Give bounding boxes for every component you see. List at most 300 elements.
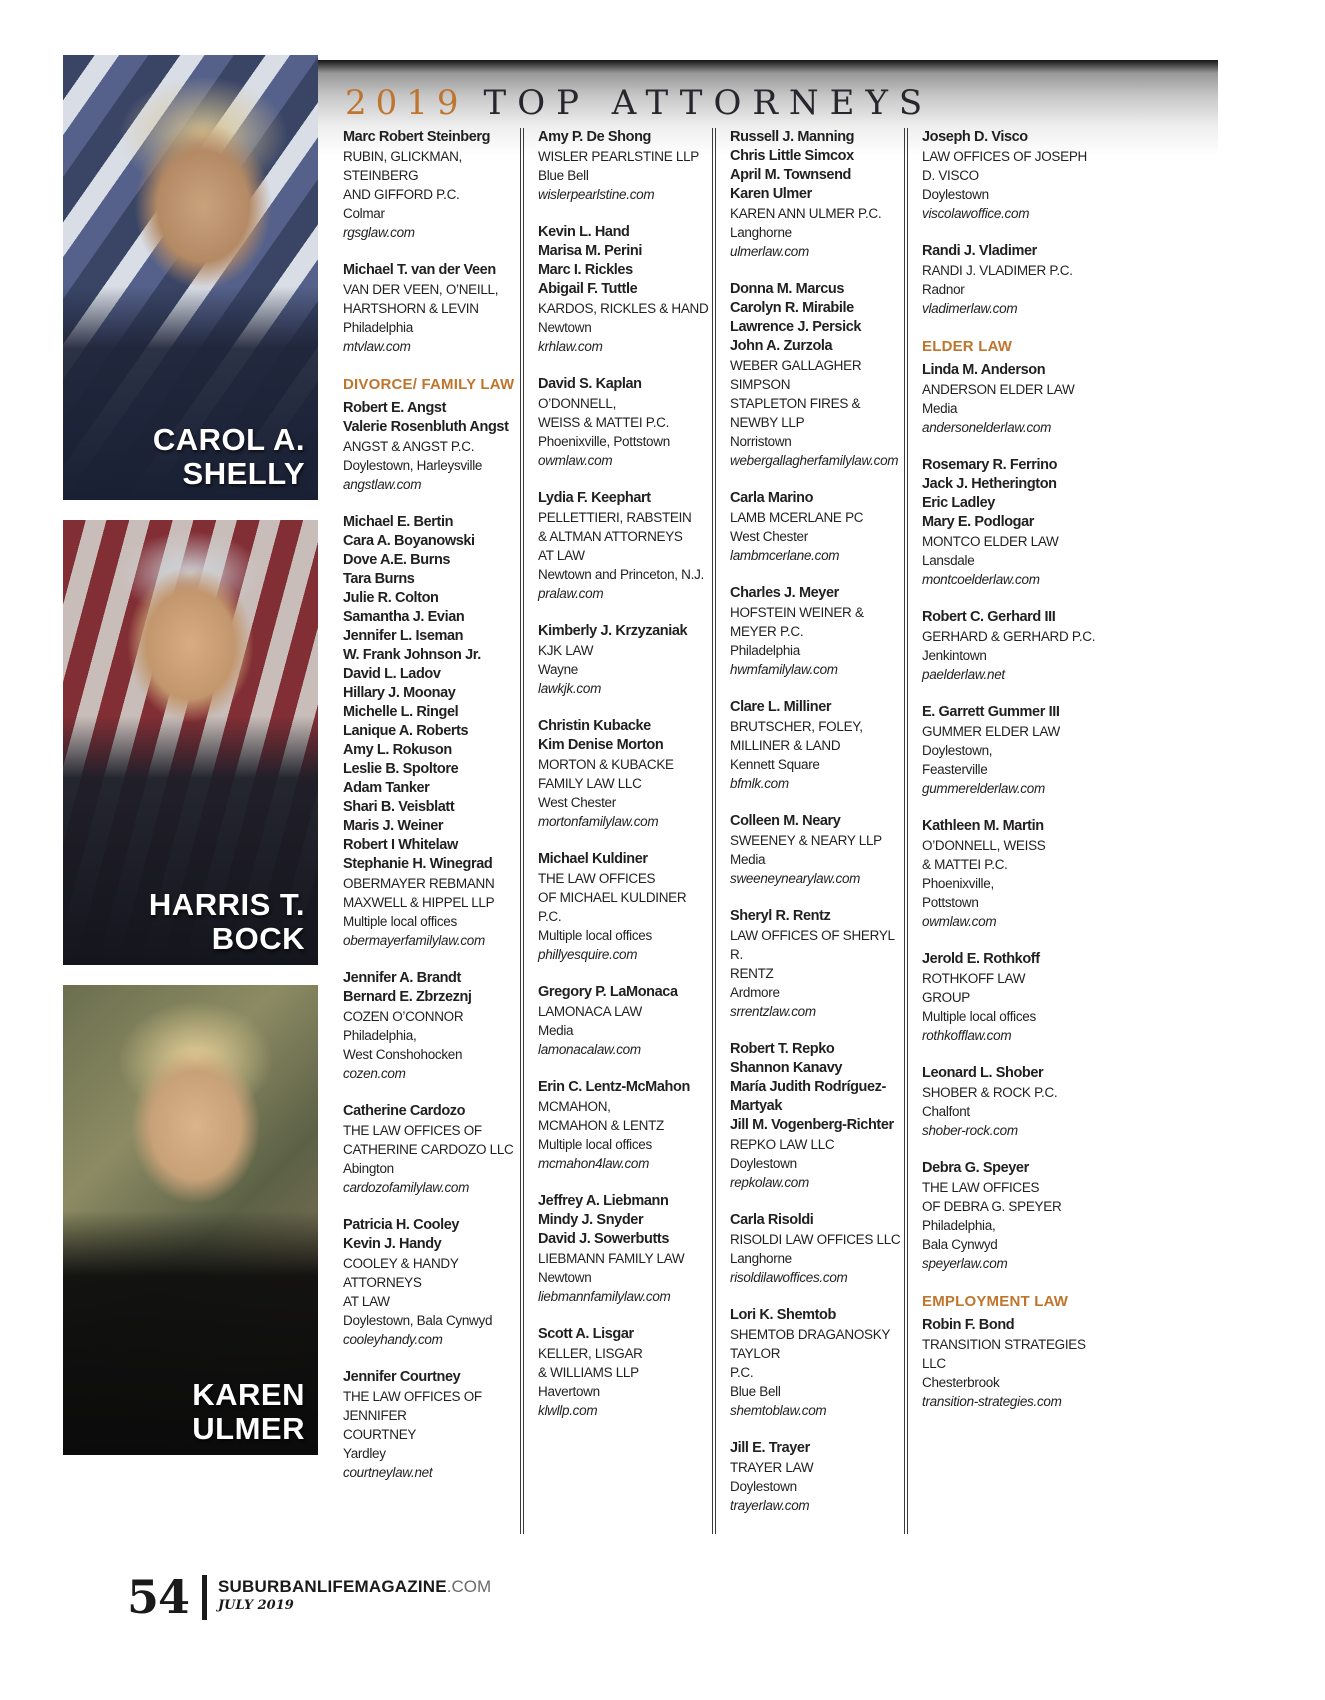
firm-name-line: COOLEY & HANDY ATTORNEYS xyxy=(343,1256,459,1290)
attorney-name: Chris Little Simcox xyxy=(730,148,854,164)
attorney-entry xyxy=(922,456,1103,589)
attorney-entry xyxy=(730,812,904,888)
attorney-entry xyxy=(538,1078,712,1173)
firm-name-line: CATHERINE CARDOZO LLC xyxy=(343,1142,514,1157)
attorney-entry xyxy=(538,489,712,603)
attorney-name: Shannon Kanavy xyxy=(730,1060,843,1076)
firm-name-line: GERHARD & GERHARD P.C. xyxy=(922,629,1096,644)
attorney-name: Robert E. Angst xyxy=(343,400,447,416)
attorney-entry xyxy=(538,1192,712,1306)
firm-name-line: TRAYER LAW xyxy=(730,1460,814,1475)
firm-name-line: RUBIN, GLICKMAN, STEINBERG xyxy=(343,149,462,183)
website: montcoelderlaw.com xyxy=(922,572,1040,587)
location: Doylestown, xyxy=(922,743,993,758)
attorney-entry xyxy=(538,983,712,1059)
firm-name-line: ANDERSON ELDER LAW xyxy=(922,382,1075,397)
portrait-harris-bock xyxy=(63,520,318,965)
website: rgsglaw.com xyxy=(343,225,415,240)
location: Ardmore xyxy=(730,985,780,1000)
portrait-name-line: KAREN xyxy=(192,1377,305,1412)
attorney-entry xyxy=(922,242,1103,318)
attorney-name: April M. Townsend xyxy=(730,167,852,183)
website: webergallagherfamilylaw.com xyxy=(730,453,899,468)
location: Yardley xyxy=(343,1446,386,1461)
attorney-name: Jennifer A. Brandt xyxy=(343,970,461,986)
website: transition-strategies.com xyxy=(922,1394,1062,1409)
firm-name-line: LIEBMANN FAMILY LAW xyxy=(538,1251,685,1266)
attorney-name: Tara Burns xyxy=(343,571,415,587)
website: trayerlaw.com xyxy=(730,1498,810,1513)
firm-name-line: OBERMAYER REBMANN xyxy=(343,876,495,891)
website: cozen.com xyxy=(343,1066,406,1081)
attorney-name: Leonard L. Shober xyxy=(922,1065,1044,1081)
attorney-entry xyxy=(343,399,520,494)
firm-name-line: MILLINER & LAND xyxy=(730,738,841,753)
firm-name-line: HARTSHORN & LEVIN xyxy=(343,301,479,316)
attorney-name: Michael T. van der Veen xyxy=(343,262,496,278)
location: Doylestown xyxy=(730,1156,797,1171)
attorney-entry xyxy=(922,1159,1103,1273)
firm-name-line: KJK LAW xyxy=(538,643,594,658)
location: Phoenixville, Pottstown xyxy=(538,434,670,449)
footer-divider xyxy=(202,1575,207,1620)
attorney-name: W. Frank Johnson Jr. xyxy=(343,647,481,663)
attorney-entry xyxy=(343,1102,520,1197)
firm-name-line: THE LAW OFFICES xyxy=(538,871,656,886)
attorney-entry xyxy=(730,128,904,261)
location: Phoenixville, xyxy=(922,876,994,891)
attorney-name: Michelle L. Ringel xyxy=(343,704,459,720)
website: ulmerlaw.com xyxy=(730,244,809,259)
firm-name-line: WEBER GALLAGHER SIMPSON xyxy=(730,358,862,392)
attorney-name: Robert I Whitelaw xyxy=(343,837,458,853)
attorney-name: Mary E. Podlogar xyxy=(922,514,1035,530)
firm-name-line: AT LAW xyxy=(343,1294,390,1309)
attorney-name: Jerold E. Rothkoff xyxy=(922,951,1040,967)
location: West Chester xyxy=(730,529,808,544)
location: Colmar xyxy=(343,206,385,221)
firm-name-line: P.C. xyxy=(538,909,562,924)
attorney-name: Robert T. Repko xyxy=(730,1041,835,1057)
website: cooleyhandy.com xyxy=(343,1332,443,1347)
attorney-name: Jennifer L. Iseman xyxy=(343,628,464,644)
location: Philadelphia, xyxy=(922,1218,996,1233)
attorney-name: Marisa M. Perini xyxy=(538,243,642,259)
website: owmlaw.com xyxy=(538,453,613,468)
website: hwmfamilylaw.com xyxy=(730,662,838,677)
firm-name-line: COURTNEY xyxy=(343,1427,417,1442)
website: cardozofamilylaw.com xyxy=(343,1180,470,1195)
attorney-name: Marc I. Rickles xyxy=(538,262,633,278)
attorney-entry xyxy=(343,1368,520,1482)
firm-name-line: KELLER, LISGAR xyxy=(538,1346,643,1361)
firm-name-line: RISOLDI LAW OFFICES LLC xyxy=(730,1232,901,1247)
firm-name-line: MCMAHON & LENTZ xyxy=(538,1118,665,1133)
attorney-name: Michael Kuldiner xyxy=(538,851,648,867)
attorney-name: Michael E. Bertin xyxy=(343,514,454,530)
firm-name-line: SHOBER & ROCK P.C. xyxy=(922,1085,1058,1100)
location: Wayne xyxy=(538,662,579,677)
attorney-name: E. Garrett Gummer III xyxy=(922,704,1060,720)
attorney-entry xyxy=(922,1316,1103,1411)
website: phillyesquire.com xyxy=(538,947,638,962)
attorney-name: Mindy J. Snyder xyxy=(538,1212,644,1228)
attorney-name: Charles J. Meyer xyxy=(730,585,839,601)
attorney-name: Amy L. Rokuson xyxy=(343,742,452,758)
portrait-name-line: HARRIS T. xyxy=(148,887,305,922)
attorney-entry xyxy=(343,513,520,950)
firm-name-line: LLC xyxy=(922,1356,946,1371)
attorney-name: María Judith Rodríguez-Martyak xyxy=(730,1079,886,1114)
attorney-name: Scott A. Lisgar xyxy=(538,1326,634,1342)
firm-name-line: RENTZ xyxy=(730,966,774,981)
attorney-entry xyxy=(922,703,1103,798)
firm-name-line: GUMMER ELDER LAW xyxy=(922,724,1060,739)
firm-name-line: MORTON & KUBACKE xyxy=(538,757,674,772)
attorney-name: Lydia F. Keephart xyxy=(538,490,651,506)
attorney-entry xyxy=(730,907,904,1021)
portrait-name-line: ULMER xyxy=(192,1411,305,1446)
website: lawkjk.com xyxy=(538,681,602,696)
attorney-entry xyxy=(538,717,712,831)
location: Philadelphia xyxy=(730,643,800,658)
attorney-entry xyxy=(538,850,712,964)
website: courtneylaw.net xyxy=(343,1465,433,1480)
location: Langhorne xyxy=(730,1251,792,1266)
firm-name-line: LAW OFFICES OF JOSEPH xyxy=(922,149,1087,164)
title-text: TOP ATTORNEYS xyxy=(483,83,934,123)
attorney-entry xyxy=(343,261,520,356)
attorney-entry xyxy=(538,375,712,470)
page-number: 54 xyxy=(127,1570,190,1624)
attorney-entry xyxy=(922,1064,1103,1140)
attorney-name: Amy P. De Shong xyxy=(538,129,651,145)
attorney-entry xyxy=(730,1439,904,1515)
attorney-name: Jack J. Hetherington xyxy=(922,476,1057,492)
attorney-name: Randi J. Vladimer xyxy=(922,243,1037,259)
location: Media xyxy=(922,401,958,416)
attorney-name: Colleen M. Neary xyxy=(730,813,841,829)
firm-name-line: BRUTSCHER, FOLEY, xyxy=(730,719,863,734)
attorney-name: Linda M. Anderson xyxy=(922,362,1046,378)
attorney-name: Adam Tanker xyxy=(343,780,430,796)
website: bfmlk.com xyxy=(730,776,789,791)
location: Philadelphia xyxy=(343,320,413,335)
website: klwllp.com xyxy=(538,1403,598,1418)
attorney-name: Carla Marino xyxy=(730,490,814,506)
issue-date: JULY 2019 xyxy=(218,1598,294,1613)
attorney-entry xyxy=(343,128,520,242)
location: Langhorne xyxy=(730,225,792,240)
location: Bala Cynwyd xyxy=(922,1237,998,1252)
attorney-entry xyxy=(730,489,904,565)
website: shober-rock.com xyxy=(922,1123,1018,1138)
attorney-name: Russell J. Manning xyxy=(730,129,855,145)
website: mcmahon4law.com xyxy=(538,1156,650,1171)
portrait-carol-shelly xyxy=(63,55,318,500)
location: Multiple local offices xyxy=(538,928,652,943)
firm-name-line: WEISS & MATTEI P.C. xyxy=(538,415,670,430)
attorney-name: Lanique A. Roberts xyxy=(343,723,469,739)
location: Jenkintown xyxy=(922,648,987,663)
website: viscolawoffice.com xyxy=(922,206,1030,221)
firm-name-line: REPKO LAW LLC xyxy=(730,1137,835,1152)
firm-name-line: RANDI J. VLADIMER P.C. xyxy=(922,263,1073,278)
firm-name-line: AT LAW xyxy=(538,548,585,563)
attorney-name: Stephanie H. Winegrad xyxy=(343,856,493,872)
location: Philadelphia, xyxy=(343,1028,417,1043)
attorney-entry xyxy=(730,1211,904,1287)
firm-name-line: OF MICHAEL KULDINER xyxy=(538,890,687,905)
attorney-name: Kevin J. Handy xyxy=(343,1236,442,1252)
category-header: DIVORCE/ FAMILY LAW xyxy=(343,376,515,393)
attorney-name: Cara A. Boyanowski xyxy=(343,533,475,549)
attorney-entry xyxy=(730,584,904,679)
attorney-name: Marc Robert Steinberg xyxy=(343,129,491,145)
website: risoldilawoffices.com xyxy=(730,1270,848,1285)
page-title xyxy=(318,60,1218,122)
firm-name-line: WISLER PEARLSTINE LLP xyxy=(538,149,700,164)
firm-name-line: O’DONNELL, xyxy=(538,396,617,411)
attorney-name: Kevin L. Hand xyxy=(538,224,630,240)
firm-name-line: & ALTMAN ATTORNEYS xyxy=(538,529,683,544)
website: vladimerlaw.com xyxy=(922,301,1018,316)
location: Lansdale xyxy=(922,553,975,568)
attorney-name: Hillary J. Moonay xyxy=(343,685,456,701)
attorney-entry xyxy=(538,128,712,204)
firm-name-line: SWEENEY & NEARY LLP xyxy=(730,833,882,848)
website: liebmannfamilylaw.com xyxy=(538,1289,671,1304)
website: pralaw.com xyxy=(538,586,604,601)
firm-name-line: MAXWELL & HIPPEL LLP xyxy=(343,895,495,910)
firm-name-line: AND GIFFORD P.C. xyxy=(343,187,460,202)
attorney-entry xyxy=(922,817,1103,931)
location: Havertown xyxy=(538,1384,600,1399)
attorney-name: Kathleen M. Martin xyxy=(922,818,1044,834)
attorney-name: Clare L. Milliner xyxy=(730,699,832,715)
firm-name-line: THE LAW OFFICES OF JENNIFER xyxy=(343,1389,482,1423)
firm-name-line: SHEMTOB DRAGANOSKY TAYLOR xyxy=(730,1327,890,1361)
website: lambmcerlane.com xyxy=(730,548,840,563)
attorney-entry xyxy=(538,1325,712,1420)
location: Multiple local offices xyxy=(343,914,457,929)
attorney-name: Kim Denise Morton xyxy=(538,737,664,753)
location: Blue Bell xyxy=(730,1384,781,1399)
location: Media xyxy=(730,852,766,867)
website: repkolaw.com xyxy=(730,1175,809,1190)
attorney-name: Sheryl R. Rentz xyxy=(730,908,831,924)
firm-name-line: LAMONACA LAW xyxy=(538,1004,642,1019)
attorney-entry xyxy=(538,223,712,356)
attorney-name: Valerie Rosenbluth Angst xyxy=(343,419,509,435)
attorney-name: Maris J. Weiner xyxy=(343,818,444,834)
portrait-name-label xyxy=(149,888,305,956)
website: gummerelderlaw.com xyxy=(922,781,1045,796)
attorney-entry xyxy=(730,1040,904,1192)
location: Feasterville xyxy=(922,762,988,777)
attorney-name: Jill M. Vogenberg-Richter xyxy=(730,1117,894,1133)
attorney-name: Jill E. Trayer xyxy=(730,1440,810,1456)
attorney-entry xyxy=(922,361,1103,437)
firm-name-line: VAN DER VEEN, O’NEILL, xyxy=(343,282,499,297)
firm-name-line: P.C. xyxy=(730,1365,754,1380)
firm-name-line: GROUP xyxy=(922,990,971,1005)
attorney-name: Lawrence J. Persick xyxy=(730,319,862,335)
magazine-name: SUBURBANLIFEMAGAZINE xyxy=(218,1577,447,1596)
location: Doylestown xyxy=(730,1479,797,1494)
magazine-domain-suffix: .COM xyxy=(446,1577,492,1596)
attorney-name: Robin F. Bond xyxy=(922,1317,1015,1333)
website: rothkofflaw.com xyxy=(922,1028,1012,1043)
footer-text xyxy=(218,1572,491,1622)
attorney-name: Shari B. Veisblatt xyxy=(343,799,455,815)
location: Media xyxy=(538,1023,574,1038)
location: Newtown and Princeton, N.J. xyxy=(538,567,704,582)
firm-name-line: FAMILY LAW LLC xyxy=(538,776,642,791)
attorney-name: Karen Ulmer xyxy=(730,186,812,202)
attorney-name: Dove A.E. Burns xyxy=(343,552,451,568)
website: speyerlaw.com xyxy=(922,1256,1008,1271)
attorney-name: Kimberly J. Krzyzaniak xyxy=(538,623,688,639)
attorney-entry xyxy=(730,1306,904,1420)
firm-name-line: & MATTEI P.C. xyxy=(922,857,1008,872)
attorney-column-1 xyxy=(318,128,520,1534)
portrait-name-label xyxy=(192,1378,305,1446)
firm-name-line: LAW OFFICES OF SHERYL R. xyxy=(730,928,895,962)
firm-name-line: KARDOS, RICKLES & HAND xyxy=(538,301,709,316)
attorney-name: Lori K. Shemtob xyxy=(730,1307,836,1323)
attorney-name: David J. Sowerbutts xyxy=(538,1231,669,1247)
location: Doylestown xyxy=(922,187,989,202)
portrait-name-line: CAROL A. xyxy=(152,422,305,457)
category-header: ELDER LAW xyxy=(922,338,1013,355)
location: Newtown xyxy=(538,320,592,335)
attorney-entry xyxy=(922,950,1103,1045)
attorney-name: Carolyn R. Mirabile xyxy=(730,300,854,316)
location: Radnor xyxy=(922,282,965,297)
page-footer xyxy=(127,1572,491,1622)
firm-name-line: D. VISCO xyxy=(922,168,979,183)
attorney-name: Catherine Cardozo xyxy=(343,1103,466,1119)
location: Blue Bell xyxy=(538,168,589,183)
firm-name-line: ROTHKOFF LAW xyxy=(922,971,1026,986)
attorney-column-2 xyxy=(520,128,712,1534)
firm-name-line: LAMB MCERLANE PC xyxy=(730,510,864,525)
website: sweeneynearylaw.com xyxy=(730,871,861,886)
website: srrentzlaw.com xyxy=(730,1004,816,1019)
attorney-name: Leslie B. Spoltore xyxy=(343,761,459,777)
location: Kennett Square xyxy=(730,757,820,772)
category-header: EMPLOYMENT LAW xyxy=(922,1293,1069,1310)
firm-name-line: ANGST & ANGST P.C. xyxy=(343,439,475,454)
attorney-entry xyxy=(730,698,904,793)
attorney-name: Donna M. Marcus xyxy=(730,281,845,297)
attorney-name: Samantha J. Evian xyxy=(343,609,465,625)
firm-name-line: PELLETTIERI, RABSTEIN xyxy=(538,510,692,525)
attorney-column-3 xyxy=(712,128,904,1534)
attorney-entry xyxy=(343,969,520,1083)
attorney-name: John A. Zurzola xyxy=(730,338,833,354)
website: paelderlaw.net xyxy=(922,667,1005,682)
firm-name-line: MONTCO ELDER LAW xyxy=(922,534,1059,549)
attorney-name: Robert C. Gerhard III xyxy=(922,609,1056,625)
location: Doylestown, Harleysville xyxy=(343,458,483,473)
attorney-entry xyxy=(922,128,1103,223)
website: wislerpearlstine.com xyxy=(538,187,655,202)
firm-name-line: TRANSITION STRATEGIES xyxy=(922,1337,1086,1352)
portrait-name-line: SHELLY xyxy=(182,456,305,491)
firm-name-line: OF DEBRA G. SPEYER xyxy=(922,1199,1062,1214)
attorney-name: Eric Ladley xyxy=(922,495,995,511)
website: angstlaw.com xyxy=(343,477,422,492)
attorney-name: Jeffrey A. Liebmann xyxy=(538,1193,669,1209)
location: Abington xyxy=(343,1161,394,1176)
attorney-entry xyxy=(922,608,1103,684)
attorney-name: Erin C. Lentz-McMahon xyxy=(538,1079,690,1095)
location: West Chester xyxy=(538,795,616,810)
location: Pottstown xyxy=(922,895,979,910)
attorney-name: David S. Kaplan xyxy=(538,376,642,392)
location: Chalfont xyxy=(922,1104,970,1119)
attorney-column-4 xyxy=(904,128,1103,1534)
attorney-name: Christin Kubacke xyxy=(538,718,651,734)
website: shemtoblaw.com xyxy=(730,1403,827,1418)
attorney-entry xyxy=(343,1216,520,1349)
website: owmlaw.com xyxy=(922,914,997,929)
location: West Conshohocken xyxy=(343,1047,463,1062)
location: Chesterbrook xyxy=(922,1375,1000,1390)
website: mtvlaw.com xyxy=(343,339,411,354)
location: Multiple local offices xyxy=(922,1009,1036,1024)
firm-name-line: KAREN ANN ULMER P.C. xyxy=(730,206,882,221)
attorney-name: Patricia H. Cooley xyxy=(343,1217,460,1233)
firm-name-line: COZEN O’CONNOR xyxy=(343,1009,464,1024)
location: Doylestown, Bala Cynwyd xyxy=(343,1313,493,1328)
attorney-name: Joseph D. Visco xyxy=(922,129,1028,145)
location: Newtown xyxy=(538,1270,592,1285)
portrait-name-line: BOCK xyxy=(211,921,305,956)
attorney-name: Bernard E. Zbrzeznj xyxy=(343,989,472,1005)
attorney-name: Carla Risoldi xyxy=(730,1212,814,1228)
title-year: 2019 xyxy=(345,83,468,123)
attorney-entry xyxy=(538,622,712,698)
website: mortonfamilylaw.com xyxy=(538,814,659,829)
attorney-name: Rosemary R. Ferrino xyxy=(922,457,1058,473)
location: Multiple local offices xyxy=(538,1137,652,1152)
website: obermayerfamilylaw.com xyxy=(343,933,485,948)
portrait-name-label xyxy=(153,423,305,491)
attorney-name: Jennifer Courtney xyxy=(343,1369,461,1385)
firm-name-line: O’DONNELL, WEISS xyxy=(922,838,1046,853)
firm-name-line: HOFSTEIN WEINER & MEYER P.C. xyxy=(730,605,864,639)
attorney-name: Abigail F. Tuttle xyxy=(538,281,638,297)
firm-name-line: & WILLIAMS LLP xyxy=(538,1365,639,1380)
location: Norristown xyxy=(730,434,792,449)
attorney-name: Gregory P. LaMonaca xyxy=(538,984,678,1000)
attorney-entry xyxy=(730,280,904,470)
attorney-name: David L. Ladov xyxy=(343,666,441,682)
firm-name-line: STAPLETON FIRES & NEWBY LLP xyxy=(730,396,861,430)
attorney-name: Julie R. Colton xyxy=(343,590,439,606)
firm-name-line: THE LAW OFFICES OF xyxy=(343,1123,482,1138)
portrait-karen-ulmer xyxy=(63,985,318,1455)
website: krhlaw.com xyxy=(538,339,603,354)
website: andersonelderlaw.com xyxy=(922,420,1052,435)
attorney-columns xyxy=(318,128,1218,1534)
firm-name-line: THE LAW OFFICES xyxy=(922,1180,1040,1195)
firm-name-line: MCMAHON, xyxy=(538,1099,611,1114)
attorney-name: Debra G. Speyer xyxy=(922,1160,1029,1176)
